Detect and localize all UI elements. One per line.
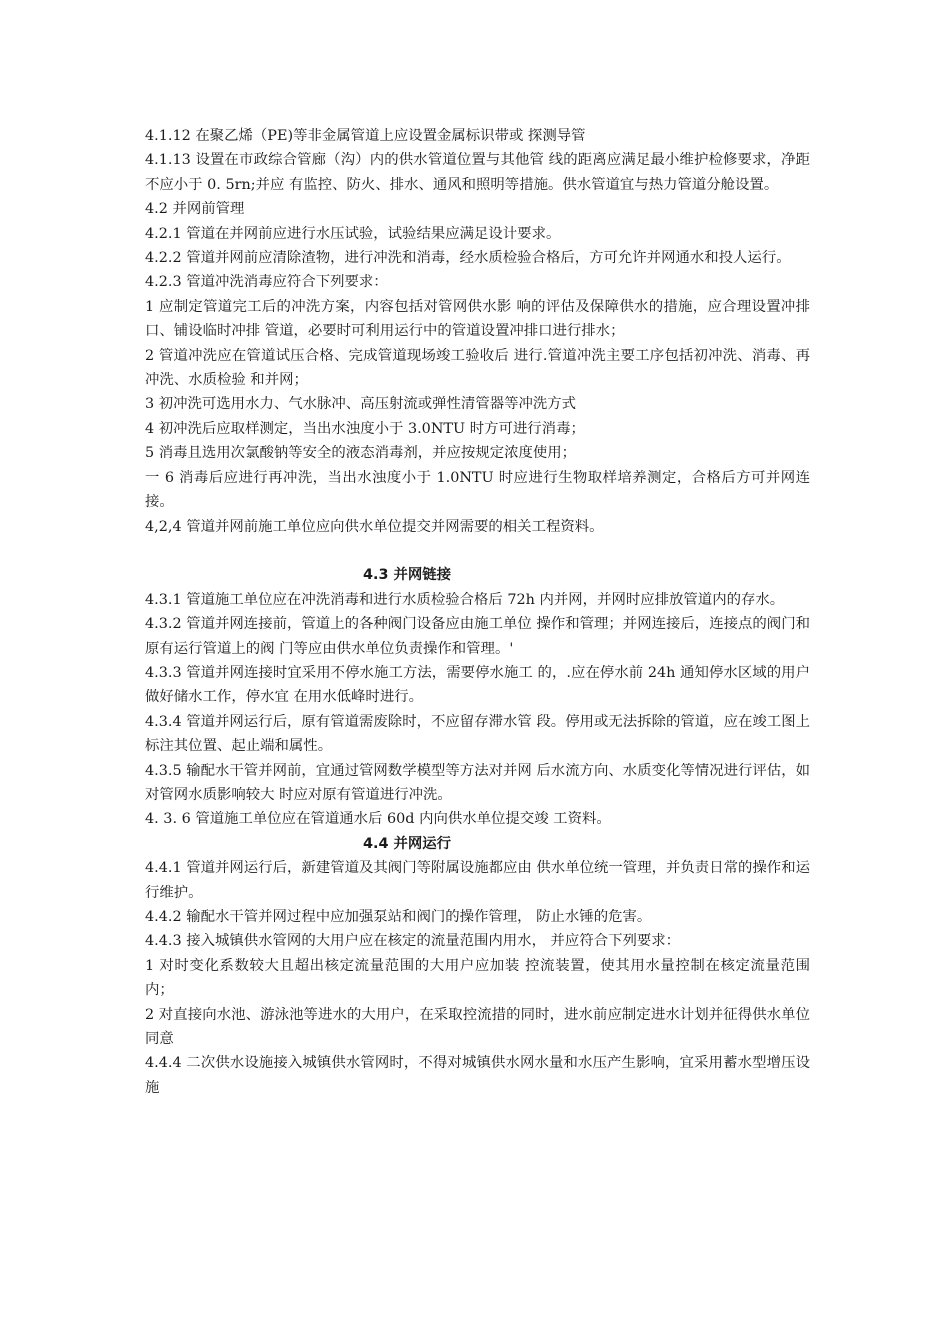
paragraph-4-2-3: 4.2.3 管道冲洗消毒应符合下列要求： [145,274,388,291]
paragraph-4-3-2: 4.3.2 管道并网连接前，管道上的各种阀门设备应由施工单位 操作和管理；并网连接后，连接点的阀门和原有运行管道上的阀 门等应由供水单位负责操作和管理。' [145,616,810,657]
paragraph-4-2-2: 4.2.2 管道并网前应清除渣物，进行冲洗和消毒，经水质检验合格后，方可允许并网通水和投人运行。 [145,250,791,267]
paragraph-4-4-1: 4.4.1 管道并网运行后，新建管道及其阀门等附属设施都应由 供水单位统一管理，并负责日常的操作和运行维护。 [145,860,810,901]
list-item-6: 一 6 消毒后应进行再冲洗，当出水浊度小于 1.0NTU 时应进行生物取样培养测定，合格后方可并网连接。 [145,469,810,511]
paragraph-4-4-2: 4.4.2 输配水干管并网过程中应加强泵站和阀门的操作管理， 防止水锤的危害。 [145,908,652,925]
list-item-1: 1 应制定管道完工后的冲洗方案，内容包括对管网供水影 响的评估及保障供水的措施，应合理设置冲排口、铺设临时冲排 管道，必要时可利用运行中的管道设置冲排口进行排水； [145,298,810,340]
paragraph-4-3-1: 4.3.1 管道施工单位应在冲洗消毒和进行水质检验合格后 72h 内并网，并网时应排放管道内的存水。 [145,591,785,608]
list-item-4: 4 初冲洗后应取样测定，当出水浊度小于 3.0NTU 时方可进行消毒； [145,420,585,437]
list-item-4-4-3-1: 1 对时变化系数较大且超出核定流量范围的大用户应加装 控流装置，使其用水量控制在核定流量范围内； [145,957,810,999]
section-heading-4-4: 4.4 并网运行 [363,835,452,852]
paragraph-4-3-3: 4.3.3 管道并网连接时宜采用不停水施工方法，需要停水施工 的，.应在停水前 24h 通知停水区域的用户做好储水工作，停水宜 在用水低峰时进行。 [145,664,810,706]
paragraph-4-2-4: 4,2,4 管道并网前施工单位应向供水单位提交并网需要的相关工程资料。 [145,518,604,535]
paragraph-4-2-1: 4.2.1 管道在并网前应进行水压试验，试验结果应满足设计要求。 [145,225,561,242]
blank-line [145,539,810,563]
paragraph-4-4-4: 4.4.4 二次供水设施接入城镇供水管网时，不得对城镇供水网水量和水压产生影响，宜采用蓄水型增压设施 [145,1055,810,1096]
list-item-2: 2 管道冲洗应在管道试压合格、完成管道现场竣工验收后 进行.管道冲洗主要工序包括初冲洗、消毒、再冲洗、水质检验 和并网； [145,347,810,389]
paragraph-4-3-4: 4.3.4 管道并网运行后，原有管道需废除时，不应留存滞水管 段。停用或无法拆除的管道，应在竣工图上标注其位置、起止端和属性。 [145,713,810,755]
heading-4-2: 4.2 并网前管理 [145,201,245,218]
list-item-5: 5 消毒且选用次氯酸钠等安全的液态消毒剂，并应按规定浓度使用； [145,445,577,462]
paragraph-4-1-13: 4.1.13 设置在市政综合管廊（沟）内的供水管道位置与其他管 线的距离应满足最小维护检修要求，净距不应小于 0. 5rn;并应 有监控、防火、排水、通风和照明等措施。供水管道宜与热力管道分舱设置。 [145,152,810,193]
section-heading-4-3: 4.3 并网链接 [363,567,452,584]
list-item-4-4-3-2: 2 对直接向水池、游泳池等进水的大用户，在采取控流措的同时，进水前应制定进水计划并征得供水单位同意 [145,1006,810,1048]
paragraph-4-4-3: 4.4.3 接入城镇供水管网的大用户应在核定的流量范围内用水， 并应符合下列要求： [145,933,681,950]
document-page [145,124,810,1100]
list-item-3: 3 初冲洗可选用水力、气水脉冲、高压射流或弹性清管器等冲洗方式 [145,396,577,413]
paragraph-4-1-12: 4.1.12 在聚乙烯（PE)等非金属管道上应设置金属标识带或 探测导管 [145,128,586,144]
paragraph-4-3-5: 4.3.5 输配水干管并网前，宜通过管网数学模型等方法对并网 后水流方向、水质变化等情况进行评估，如对管网水质影响较大 时应对原有管道进行冲洗。 [145,762,810,803]
paragraph-4-3-6: 4. 3. 6 管道施工单位应在管道通水后 60d 内向供水单位提交竣 工资料。 [145,811,611,828]
